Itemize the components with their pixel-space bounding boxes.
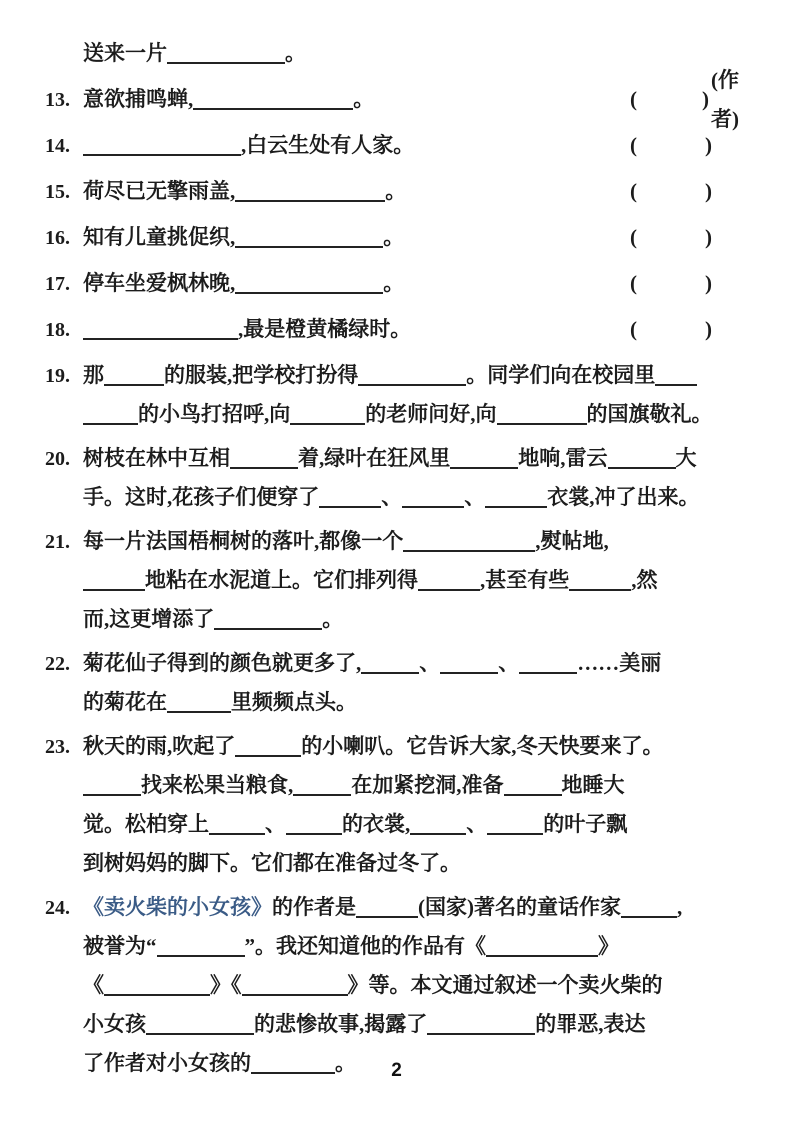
text-segment: 地响,雷云	[518, 446, 608, 470]
text-segment: 那	[83, 363, 104, 387]
text-segment: 》	[598, 934, 619, 958]
worksheet-line	[45, 522, 765, 561]
fill-in-blank	[235, 278, 383, 294]
worksheet-item	[45, 67, 765, 131]
author-label: (作者)	[711, 67, 740, 131]
worksheet-item	[45, 264, 765, 303]
text-segment: 秋天的雨,吹起了	[83, 734, 236, 758]
text-segment: 在加紧挖洞,准备	[351, 773, 504, 797]
text-segment: 衣裳,冲了出来。	[547, 485, 700, 509]
text-segment: 。同学们向在校园里	[466, 363, 656, 387]
fill-in-blank	[608, 453, 676, 469]
fill-in-blank	[402, 492, 464, 508]
paren-close: )	[705, 133, 712, 157]
text-segment: 知有儿童挑促织,	[83, 225, 236, 249]
worksheet-line	[45, 600, 765, 639]
fill-in-blank	[486, 941, 598, 957]
text-segment: 。	[383, 271, 405, 295]
text-segment: (国家)著名的童话作家	[418, 895, 621, 919]
fill-in-blank	[427, 1019, 535, 1035]
worksheet-item	[45, 439, 765, 517]
fill-in-blank	[242, 980, 348, 996]
fill-in-blank	[157, 941, 245, 957]
worksheet-line	[45, 844, 765, 883]
item-number: 19.	[45, 365, 70, 387]
item-number: 16.	[45, 227, 70, 249]
paren-pair	[630, 172, 712, 211]
text-segment: 里频频点头。	[231, 690, 357, 714]
text-segment: 》《	[210, 973, 242, 997]
answer-parens	[630, 67, 765, 131]
fill-in-blank	[193, 94, 353, 110]
fill-in-blank	[230, 453, 298, 469]
text-segment: 小女孩	[83, 1012, 146, 1036]
text-segment: 的小喇叭。它告诉大家,冬天快要来了。	[301, 734, 664, 758]
worksheet-line	[45, 356, 765, 395]
text-segment: 每一片法国梧桐树的落叶,都像一个	[83, 529, 404, 553]
answer-parens	[630, 172, 712, 211]
text-segment: ,	[677, 895, 683, 919]
text-segment: 、	[381, 485, 403, 509]
fill-in-blank	[655, 370, 697, 386]
text-segment: 》等。本文通过叙述一个卖火柴的	[347, 973, 663, 997]
fill-in-blank	[83, 324, 238, 340]
text-segment: ……美丽	[577, 651, 662, 675]
text-segment: 的小鸟打招呼,向	[138, 402, 291, 426]
paren-close: )	[705, 225, 712, 249]
paren-pair	[630, 218, 712, 257]
worksheet-item	[45, 126, 765, 165]
worksheet-item	[45, 34, 765, 73]
worksheet-item	[45, 172, 765, 211]
text-segment: 、	[419, 651, 441, 675]
fill-in-blank	[235, 186, 385, 202]
fill-in-blank	[450, 453, 518, 469]
paren-open: (	[630, 133, 637, 157]
text-segment: ,甚至有些	[480, 568, 570, 592]
text-segment: ,然	[631, 568, 658, 592]
text-segment: 的罪恶,表达	[535, 1012, 646, 1036]
item-number: 13.	[45, 89, 70, 111]
text-segment: 大	[675, 446, 697, 470]
fill-in-blank	[167, 697, 231, 713]
story-title-link[interactable]: 《卖火柴的小女孩》	[83, 895, 272, 919]
fill-in-blank	[209, 819, 265, 835]
worksheet-line	[45, 395, 765, 434]
paren-pair	[630, 264, 712, 303]
answer-parens	[630, 218, 712, 257]
paren-pair	[630, 80, 709, 119]
fill-in-blank	[146, 1019, 254, 1035]
item-number: 20.	[45, 448, 70, 470]
text-segment: 的菊花在	[83, 690, 167, 714]
worksheet-line	[45, 683, 765, 722]
text-segment: ,最是橙黄橘绿时。	[238, 317, 412, 341]
paren-pair	[630, 126, 712, 165]
text-segment: 地睡大	[561, 773, 625, 797]
text-segment: 的悲惨故事,揭露了	[254, 1012, 428, 1036]
item-number: 15.	[45, 181, 70, 203]
paren-open: (	[630, 317, 637, 341]
fill-in-blank	[235, 741, 301, 757]
text-segment: 。	[285, 41, 306, 65]
text-segment: 的衣裳,	[342, 812, 411, 836]
item-number: 18.	[45, 319, 70, 341]
fill-in-blank	[214, 614, 322, 630]
fill-in-blank	[403, 536, 535, 552]
text-segment: 觉。松柏穿上	[83, 812, 209, 836]
text-segment: 、	[498, 651, 520, 675]
text-segment: 树枝在林中互相	[83, 446, 230, 470]
fill-in-blank	[440, 658, 498, 674]
text-segment: 、	[466, 812, 488, 836]
text-segment: 《	[83, 973, 104, 997]
item-number: 24.	[45, 897, 70, 919]
worksheet-line	[45, 888, 765, 927]
text-segment: 。	[383, 225, 405, 249]
worksheet-line	[45, 34, 765, 73]
text-segment: ,熨帖地,	[535, 529, 609, 553]
text-segment: 的国旗敬礼。	[586, 402, 713, 426]
worksheet-item	[45, 356, 765, 434]
worksheet-line	[45, 1005, 765, 1044]
fill-in-blank	[418, 575, 480, 591]
fill-in-blank	[485, 492, 547, 508]
fill-in-blank	[83, 409, 138, 425]
fill-in-blank	[167, 48, 285, 64]
paren-close: )	[705, 271, 712, 295]
text-segment: 的作者是	[272, 895, 356, 919]
worksheet-line	[45, 439, 765, 478]
text-segment: 。	[385, 179, 407, 203]
page-number: 2	[391, 1060, 402, 1081]
fill-in-blank	[286, 819, 342, 835]
paren-close: )	[705, 317, 712, 341]
fill-in-blank	[104, 370, 164, 386]
answer-parens	[630, 310, 712, 349]
worksheet-line	[45, 561, 765, 600]
fill-in-blank	[519, 658, 577, 674]
fill-in-blank	[83, 575, 145, 591]
text-segment: 。	[353, 87, 375, 111]
text-segment: 意欲捕鸣蝉,	[83, 87, 194, 111]
fill-in-blank	[235, 232, 383, 248]
paren-close: )	[702, 87, 710, 111]
fill-in-blank	[621, 902, 677, 918]
text-segment: 、	[265, 812, 286, 836]
text-segment: 的叶子飘	[543, 812, 628, 836]
fill-in-blank	[497, 409, 587, 425]
fill-in-blank	[504, 780, 562, 796]
paren-pair	[630, 310, 712, 349]
text-segment: 菊花仙子得到的颜色就更多了,	[83, 651, 362, 675]
worksheet-item	[45, 522, 765, 639]
fill-in-blank	[83, 780, 141, 796]
paren-close: )	[705, 179, 712, 203]
text-segment: 而,这更增添了	[83, 607, 215, 631]
answer-parens	[630, 126, 712, 165]
text-segment: 。	[322, 607, 344, 631]
fill-in-blank	[358, 370, 466, 386]
text-segment: 、	[464, 485, 486, 509]
fill-in-blank	[319, 492, 381, 508]
fill-in-blank	[410, 819, 466, 835]
item-number: 23.	[45, 736, 70, 758]
text-segment: 手。这时,花孩子们便穿了	[83, 485, 320, 509]
paren-open: (	[630, 179, 637, 203]
fill-in-blank	[487, 819, 543, 835]
item-number: 21.	[45, 531, 70, 553]
text-segment: 被誉为“	[83, 934, 157, 958]
fill-in-blank	[361, 658, 419, 674]
worksheet-item	[45, 888, 765, 1083]
text-segment: ,白云生处有人家。	[241, 133, 415, 157]
fill-in-blank	[569, 575, 631, 591]
worksheet-line	[45, 805, 765, 844]
fill-in-blank	[356, 902, 418, 918]
fill-in-blank	[290, 409, 365, 425]
worksheet-line	[45, 766, 765, 805]
worksheet-item	[45, 727, 765, 883]
answer-parens	[630, 264, 712, 303]
text-segment: 找来松果当粮食,	[141, 773, 294, 797]
paren-open: (	[630, 271, 637, 295]
text-segment: 。	[335, 1051, 356, 1075]
worksheet-line	[45, 927, 765, 966]
worksheet-line	[45, 478, 765, 517]
text-segment: 地粘在水泥道上。它们排列得	[145, 568, 418, 592]
paren-open: (	[630, 225, 637, 249]
text-segment: 的服装,把学校打扮得	[164, 363, 359, 387]
item-number: 17.	[45, 273, 70, 295]
text-segment: 荷尽已无擎雨盖,	[83, 179, 236, 203]
text-segment: 了作者对小女孩的	[83, 1051, 251, 1075]
worksheet-item	[45, 644, 765, 722]
worksheet-line	[45, 644, 765, 683]
text-segment: 送来一片	[83, 41, 167, 65]
worksheet-line	[45, 966, 765, 1005]
text-segment: 的老师问好,向	[365, 402, 497, 426]
fill-in-blank	[104, 980, 210, 996]
worksheet-item	[45, 310, 765, 349]
text-segment: 着,绿叶在狂风里	[298, 446, 451, 470]
fill-in-blank	[83, 140, 241, 156]
text-segment: ”。我还知道他的作品有《	[244, 934, 486, 958]
paren-open: (	[630, 87, 637, 111]
item-number: 14.	[45, 135, 70, 157]
worksheet-item	[45, 218, 765, 257]
text-segment: 停车坐爱枫林晚,	[83, 271, 236, 295]
fill-in-blank	[293, 780, 351, 796]
worksheet-line	[45, 727, 765, 766]
item-number: 22.	[45, 653, 70, 675]
text-segment: 到树妈妈的脚下。它们都在准备过冬了。	[83, 851, 461, 875]
